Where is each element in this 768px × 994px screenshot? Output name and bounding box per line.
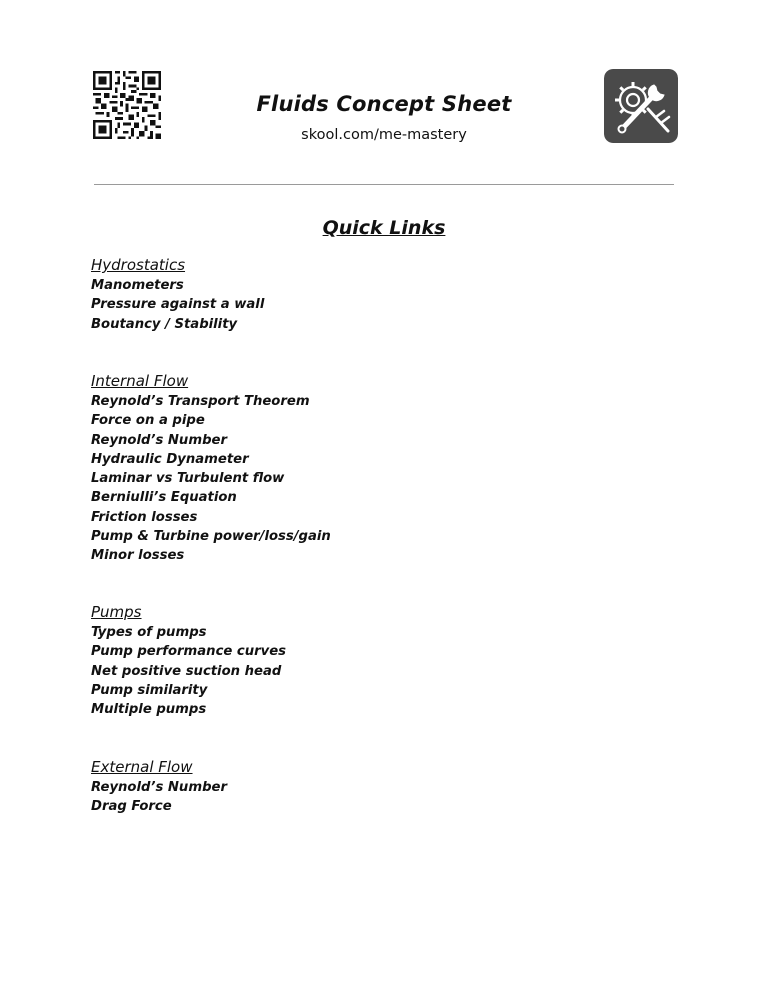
section-internal-flow: [91, 370, 331, 566]
link-pump-performance-curves[interactable]: Pump performance curves: [91, 644, 287, 660]
link-manometers[interactable]: Manometers: [91, 278, 184, 293]
link-hydraulic-diameter[interactable]: Hydraulic Dynameter: [91, 451, 249, 467]
link-reynolds-number[interactable]: Reynold’s Number: [91, 432, 227, 448]
page-title: Fluids Concept Sheet: [256, 92, 512, 116]
link-laminar-vs-turbulent[interactable]: Laminar vs Turbulent flow: [91, 471, 285, 487]
link-drag-force[interactable]: Drag Force: [91, 799, 172, 815]
link-force-on-pipe[interactable]: Force on a pipe: [91, 413, 205, 429]
section-hydrostatics: [91, 254, 264, 334]
section-external-flow: [91, 756, 227, 817]
link-minor-losses[interactable]: Minor losses: [91, 548, 185, 564]
link-types-of-pumps[interactable]: Types of pumps: [91, 625, 207, 640]
link-pump-turbine-power[interactable]: Pump & Turbine power/loss/gain: [91, 529, 331, 545]
link-pump-similarity[interactable]: Pump similarity: [91, 682, 208, 698]
section-heading: External Flow: [91, 758, 193, 776]
link-multiple-pumps[interactable]: Multiple pumps: [91, 702, 207, 718]
quick-links-heading: Quick Links: [322, 217, 446, 239]
link-pressure-against-wall[interactable]: Pressure against a wall: [91, 297, 265, 313]
section-heading: Pumps: [91, 603, 142, 621]
link-reynolds-transport-theorem[interactable]: Reynold’s Transport Theorem: [91, 394, 310, 409]
link-friction-losses[interactable]: Friction losses: [91, 509, 198, 525]
link-external-reynolds-number[interactable]: Reynold’s Number: [91, 780, 227, 795]
header-divider: [94, 184, 674, 185]
link-buoyancy-stability[interactable]: Boutancy / Stability: [91, 316, 238, 332]
link-npsh[interactable]: Net positive suction head: [91, 663, 282, 679]
link-bernoulli-equation[interactable]: Berniulli’s Equation: [91, 490, 237, 506]
section-pumps: [91, 601, 286, 719]
page-subtitle: skool.com/me-mastery: [301, 127, 467, 143]
section-heading: Hydrostatics: [91, 256, 186, 274]
section-heading: Internal Flow: [91, 372, 189, 390]
